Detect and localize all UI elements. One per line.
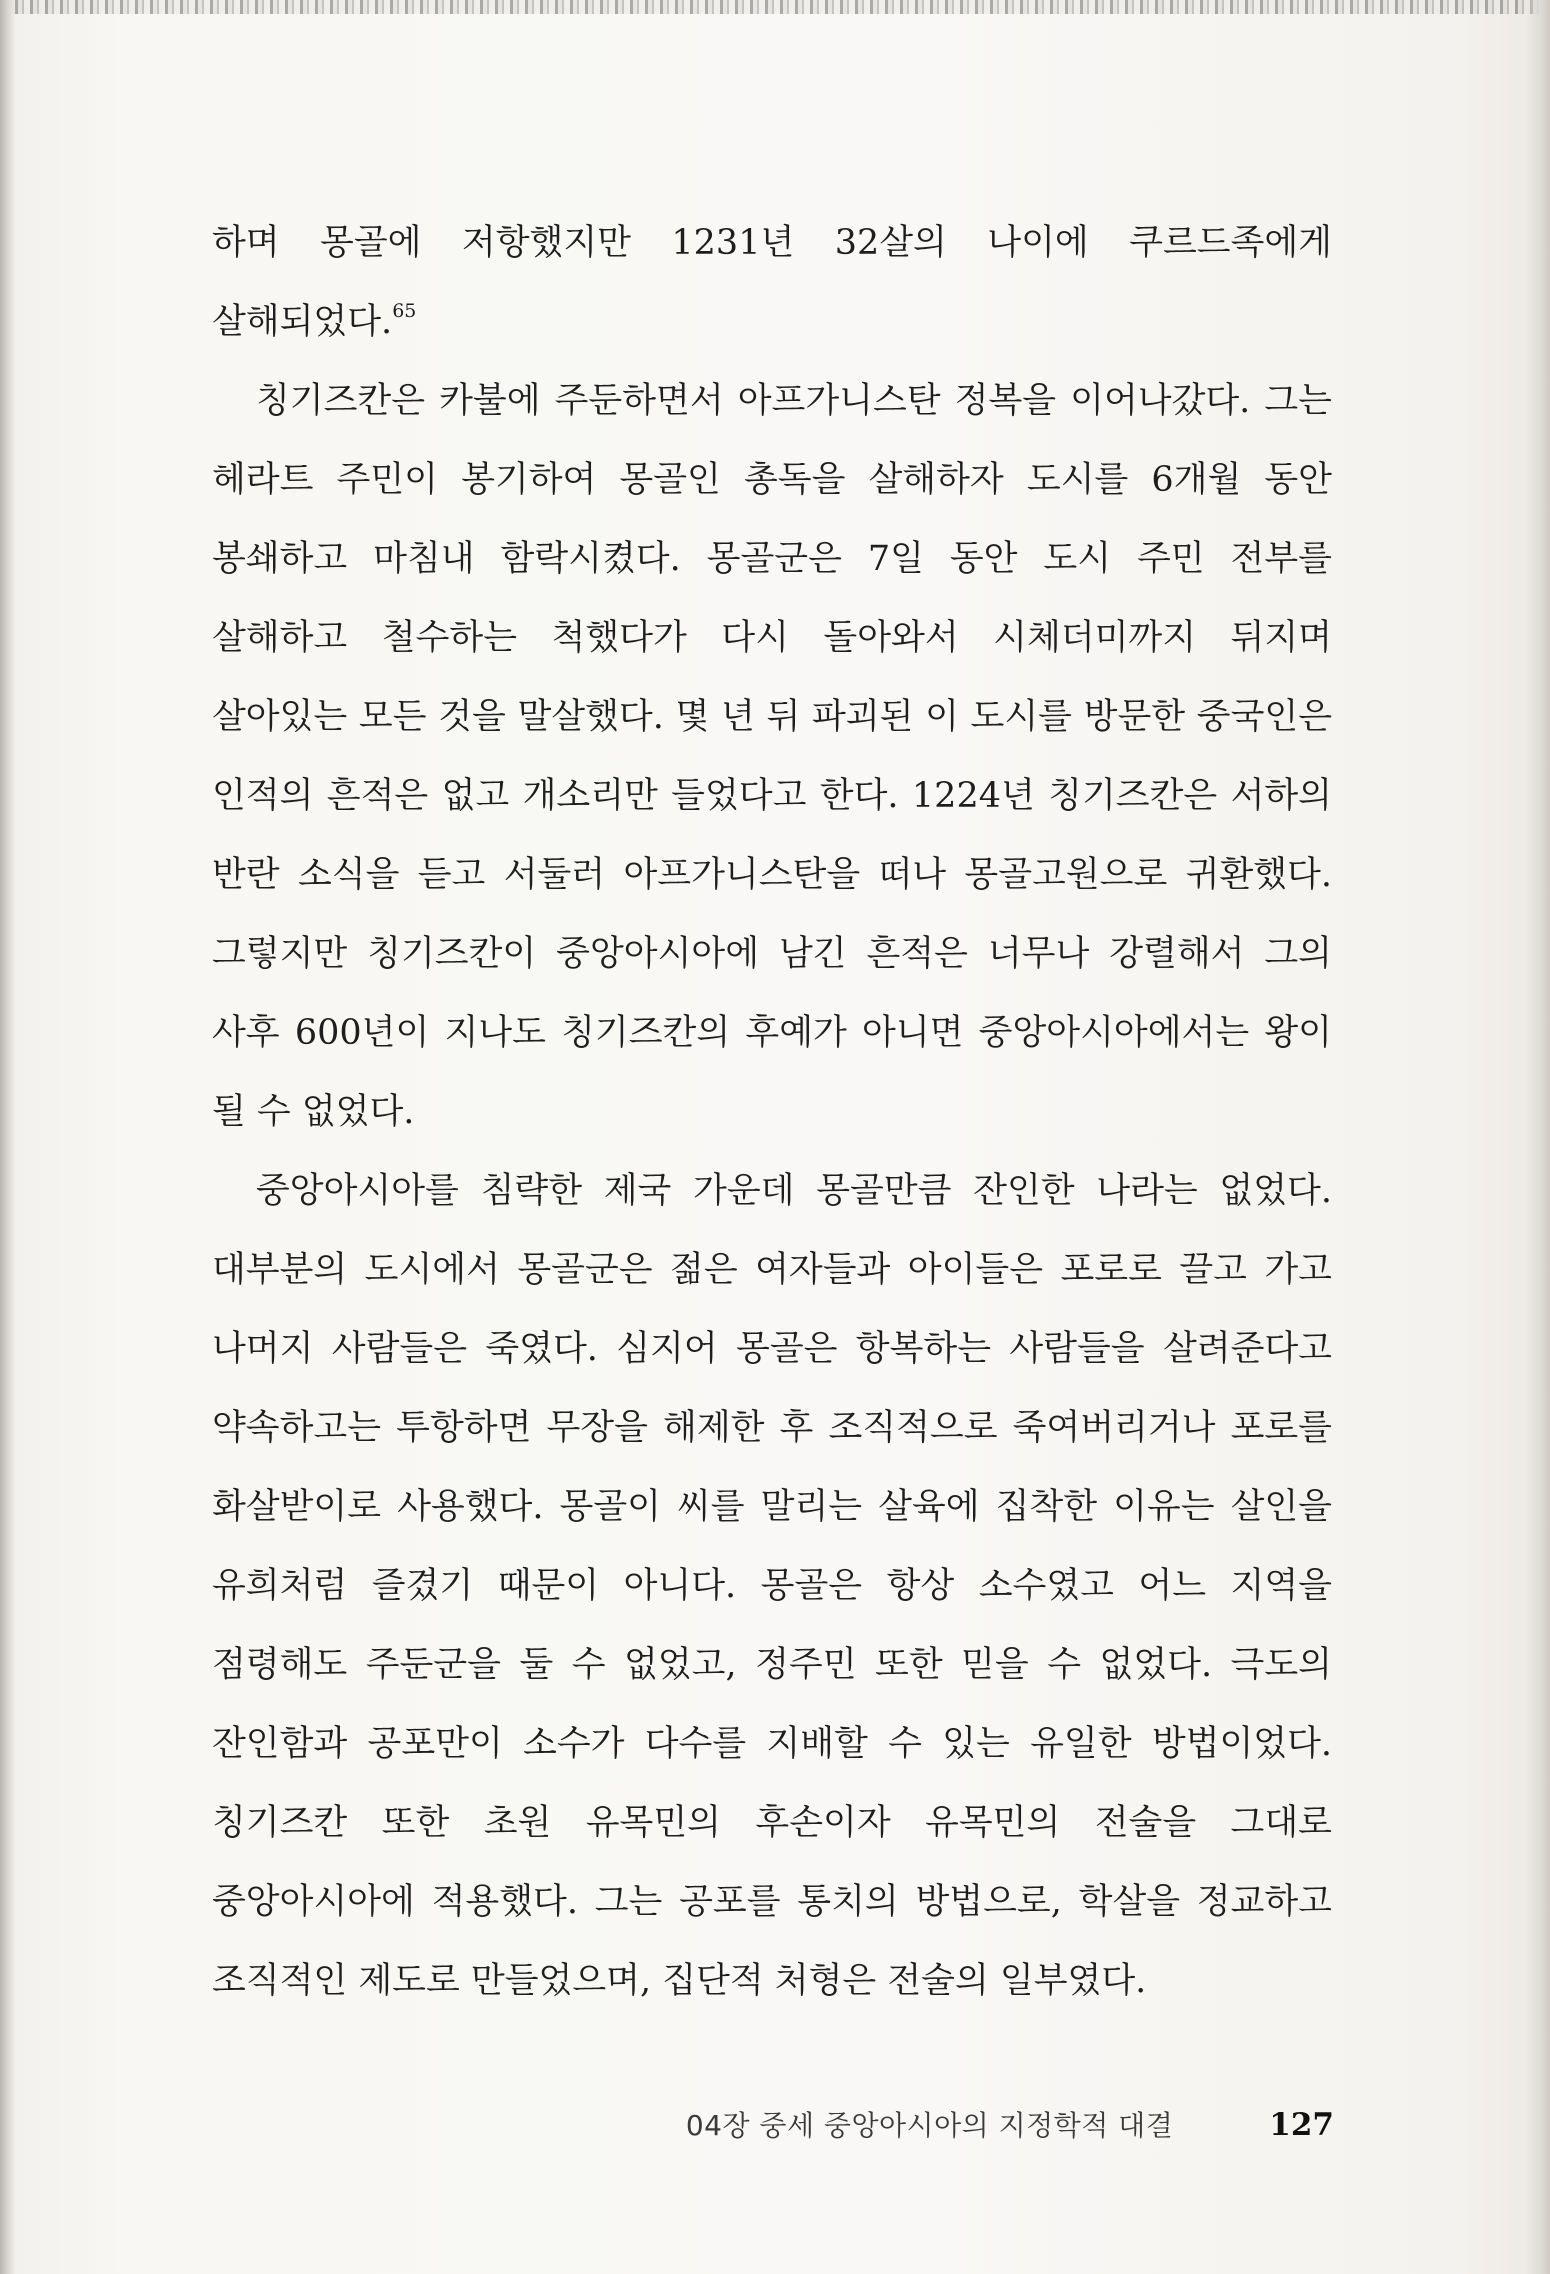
footnote-marker: 65 — [392, 300, 417, 322]
paragraph-2: 칭기즈칸은 카불에 주둔하면서 아프가니스탄 정복을 이어나갔다. 그는 헤라트 주민이 봉기하여 몽골인 총독을 살해하자 도시를 6개월 동안 봉쇄하고 마침내 함락시켰다. 몽골군은 7일 동안 도시 주민 전부를 살해하고 철수하는 척했다가 다시 돌아와서 시체더미까지 뒤지며 살아있는 모든 것을 말살했다. 몇 년 뒤 파괴된 이 도시를 방문한 중국인은 인적의 흔적은 없고 개소리만 들었다고 한다. 1224년 칭기즈칸은 서하의 반란 소식을 듣고 서둘러 아프가니스탄을 떠나 몽골고원으로 귀환했다. 그렇지만 칭기즈칸이 중앙아시아에 남긴 흔적은 너무나 강렬해서 그의 사후 600년이 지나도 칭기즈칸의 후예가 아니면 중앙아시아에서는 왕이 될 수 없었다. — [212, 381, 1332, 1132]
paragraph-3: 중앙아시아를 침략한 제국 가운데 몽골만큼 잔인한 나라는 없었다. 대부분의 도시에서 몽골군은 젊은 여자들과 아이들은 포로로 끌고 가고 나머지 사람들은 죽였다. 심지어 몽골은 항복하는 사람들을 살려준다고 약속하고는 투항하면 무장을 해제한 후 조직적으로 죽여버리거나 포로를 화살받이로 사용했다. 몽골이 씨를 말리는 살육에 집착한 이유는 살인을 유희처럼 즐겼기 때문이 아니다. 몽골은 항상 소수였고 어느 지역을 점령해도 주둔군을 둘 수 없었고, 정주민 또한 믿을 수 없었다. 극도의 잔인함과 공포만이 소수가 다수를 지배할 수 있는 유일한 방법이었다. 칭기즈칸 또한 초원 유목민의 후손이자 유목민의 전술을 그대로 중앙아시아에 적용했다. 그는 공포를 통치의 방법으로, 학살을 정교하고 조직적인 제도로 만들었으며, 집단적 처형은 전술의 일부였다. — [212, 1171, 1332, 2001]
page-left-edge-shadow — [0, 0, 16, 2274]
page-top-edge-shadow — [0, 0, 1550, 14]
body-text — [212, 204, 1332, 2021]
paragraph-continued — [212, 204, 1332, 362]
running-title: 04장 중세 중앙아시아의 지정학적 대결 — [685, 2109, 1174, 2142]
page-right-edge-shadow — [1526, 0, 1550, 2274]
page-number: 127 — [1269, 2107, 1334, 2143]
paragraph-1-text: 하며 몽골에 저항했지만 1231년 32살의 나이에 쿠르드족에게 살해되었다. — [212, 223, 1332, 342]
page-footer — [686, 2104, 1334, 2144]
